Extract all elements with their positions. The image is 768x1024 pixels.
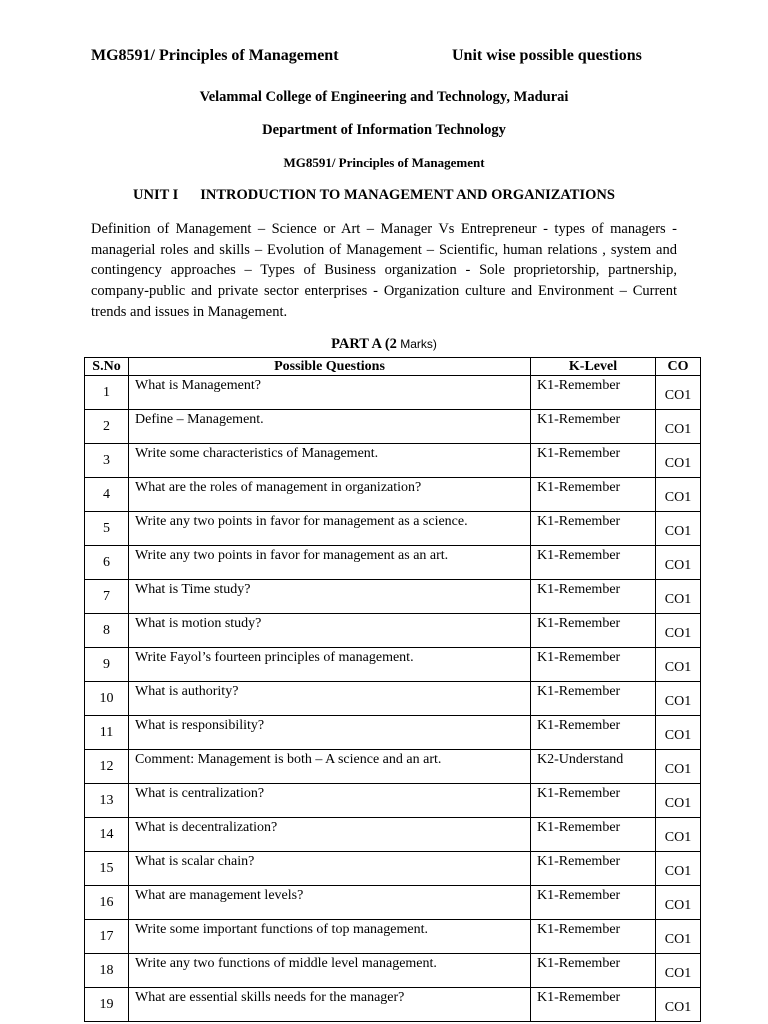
question-text: Comment: Management is both – A science and an art. [129, 750, 531, 784]
table-row [85, 682, 701, 716]
question-co: CO1 [656, 580, 701, 614]
question-klevel: K1-Remember [531, 444, 656, 478]
question-text: What are management levels? [129, 886, 531, 920]
table-row [85, 478, 701, 512]
question-number: 2 [85, 410, 129, 444]
question-number: 1 [85, 376, 129, 410]
question-klevel: K1-Remember [531, 614, 656, 648]
unit-label: UNIT I [133, 187, 179, 203]
question-text: What is motion study? [129, 614, 531, 648]
question-text: Define – Management. [129, 410, 531, 444]
table-row [85, 886, 701, 920]
question-co: CO1 [656, 546, 701, 580]
question-text: What are the roles of management in organization? [129, 478, 531, 512]
question-text: Write any two points in favor for management as a science. [129, 512, 531, 546]
question-number: 10 [85, 682, 129, 716]
table-row [85, 410, 701, 444]
question-co: CO1 [656, 852, 701, 886]
table-row [85, 580, 701, 614]
part-heading [0, 336, 768, 353]
question-number: 13 [85, 784, 129, 818]
table-row [85, 750, 701, 784]
table-row [85, 716, 701, 750]
question-text: What is authority? [129, 682, 531, 716]
table-row [85, 512, 701, 546]
question-text: What is Management? [129, 376, 531, 410]
question-co: CO1 [656, 920, 701, 954]
table-row [85, 920, 701, 954]
table-row [85, 784, 701, 818]
question-text: Write any two functions of middle level management. [129, 954, 531, 988]
question-klevel: K1-Remember [531, 478, 656, 512]
question-number: 7 [85, 580, 129, 614]
table-body [85, 376, 701, 1022]
part-marks-number: 2 [389, 336, 397, 352]
page-header [91, 47, 691, 69]
unit-syllabus: Definition of Management – Science or Art – Manager Vs Entrepreneur - types of managers - managerial roles and skills – Evolution of Management – Scientific, human relations , system and contingency approaches – Types of Business organization - Sole proprietorship, partnership, company-public and private sector enterprises - Organization culture and Environment – Current trends and issues in Management. [91, 221, 677, 320]
header-document-title: Unit wise possible questions [452, 47, 642, 64]
question-text: Write Fayol’s fourteen principles of management. [129, 648, 531, 682]
header-course-title: MG8591/ Principles of Management [91, 47, 339, 64]
header-questions: Possible Questions [129, 358, 531, 376]
question-klevel: K1-Remember [531, 512, 656, 546]
header-sno: S.No [85, 358, 129, 376]
question-klevel: K1-Remember [531, 988, 656, 1022]
question-klevel: K1-Remember [531, 818, 656, 852]
question-klevel: K1-Remember [531, 954, 656, 988]
question-co: CO1 [656, 818, 701, 852]
course-name: MG8591/ Principles of Management [283, 155, 485, 170]
question-number: 4 [85, 478, 129, 512]
question-number: 5 [85, 512, 129, 546]
question-co: CO1 [656, 750, 701, 784]
college-name: Velammal College of Engineering and Technology, Madurai [199, 89, 569, 105]
question-number: 16 [85, 886, 129, 920]
question-co: CO1 [656, 954, 701, 988]
table-header-row [85, 358, 701, 376]
question-number: 18 [85, 954, 129, 988]
table-row [85, 376, 701, 410]
question-number: 3 [85, 444, 129, 478]
question-number: 11 [85, 716, 129, 750]
question-number: 17 [85, 920, 129, 954]
question-text: Write some characteristics of Management. [129, 444, 531, 478]
question-text: Write some important functions of top management. [129, 920, 531, 954]
question-co: CO1 [656, 716, 701, 750]
question-klevel: K1-Remember [531, 580, 656, 614]
question-co: CO1 [656, 444, 701, 478]
header-klevel: K-Level [531, 358, 656, 376]
question-number: 12 [85, 750, 129, 784]
table-row [85, 852, 701, 886]
question-co: CO1 [656, 512, 701, 546]
question-klevel: K1-Remember [531, 852, 656, 886]
question-co: CO1 [656, 376, 701, 410]
question-number: 14 [85, 818, 129, 852]
questions-table [84, 357, 701, 1022]
question-text: What is centralization? [129, 784, 531, 818]
table-row [85, 546, 701, 580]
table-row [85, 988, 701, 1022]
question-co: CO1 [656, 682, 701, 716]
part-marks-word: Marks) [396, 337, 437, 351]
question-text: What is scalar chain? [129, 852, 531, 886]
question-klevel: K1-Remember [531, 648, 656, 682]
question-co: CO1 [656, 886, 701, 920]
table-row [85, 954, 701, 988]
question-klevel: K1-Remember [531, 784, 656, 818]
question-klevel: K2-Understand [531, 750, 656, 784]
question-klevel: K1-Remember [531, 410, 656, 444]
question-text: What are essential skills needs for the manager? [129, 988, 531, 1022]
question-co: CO1 [656, 648, 701, 682]
table-row [85, 648, 701, 682]
table-row [85, 614, 701, 648]
question-text: What is decentralization? [129, 818, 531, 852]
question-co: CO1 [656, 614, 701, 648]
question-co: CO1 [656, 410, 701, 444]
question-klevel: K1-Remember [531, 376, 656, 410]
question-text: What is responsibility? [129, 716, 531, 750]
question-number: 6 [85, 546, 129, 580]
department-name: Department of Information Technology [262, 122, 506, 138]
question-klevel: K1-Remember [531, 682, 656, 716]
unit-heading [133, 187, 615, 204]
question-number: 8 [85, 614, 129, 648]
question-klevel: K1-Remember [531, 886, 656, 920]
question-number: 15 [85, 852, 129, 886]
question-number: 9 [85, 648, 129, 682]
question-klevel: K1-Remember [531, 920, 656, 954]
table-row [85, 818, 701, 852]
question-number: 19 [85, 988, 129, 1022]
question-text: What is Time study? [129, 580, 531, 614]
unit-title: INTRODUCTION TO MANAGEMENT AND ORGANIZATIONS [200, 187, 615, 203]
table-row [85, 444, 701, 478]
question-co: CO1 [656, 784, 701, 818]
question-co: CO1 [656, 478, 701, 512]
question-text: Write any two points in favor for management as an art. [129, 546, 531, 580]
question-klevel: K1-Remember [531, 546, 656, 580]
question-co: CO1 [656, 988, 701, 1022]
question-klevel: K1-Remember [531, 716, 656, 750]
part-label: PART A ( [331, 336, 390, 352]
header-co: CO [656, 358, 701, 376]
